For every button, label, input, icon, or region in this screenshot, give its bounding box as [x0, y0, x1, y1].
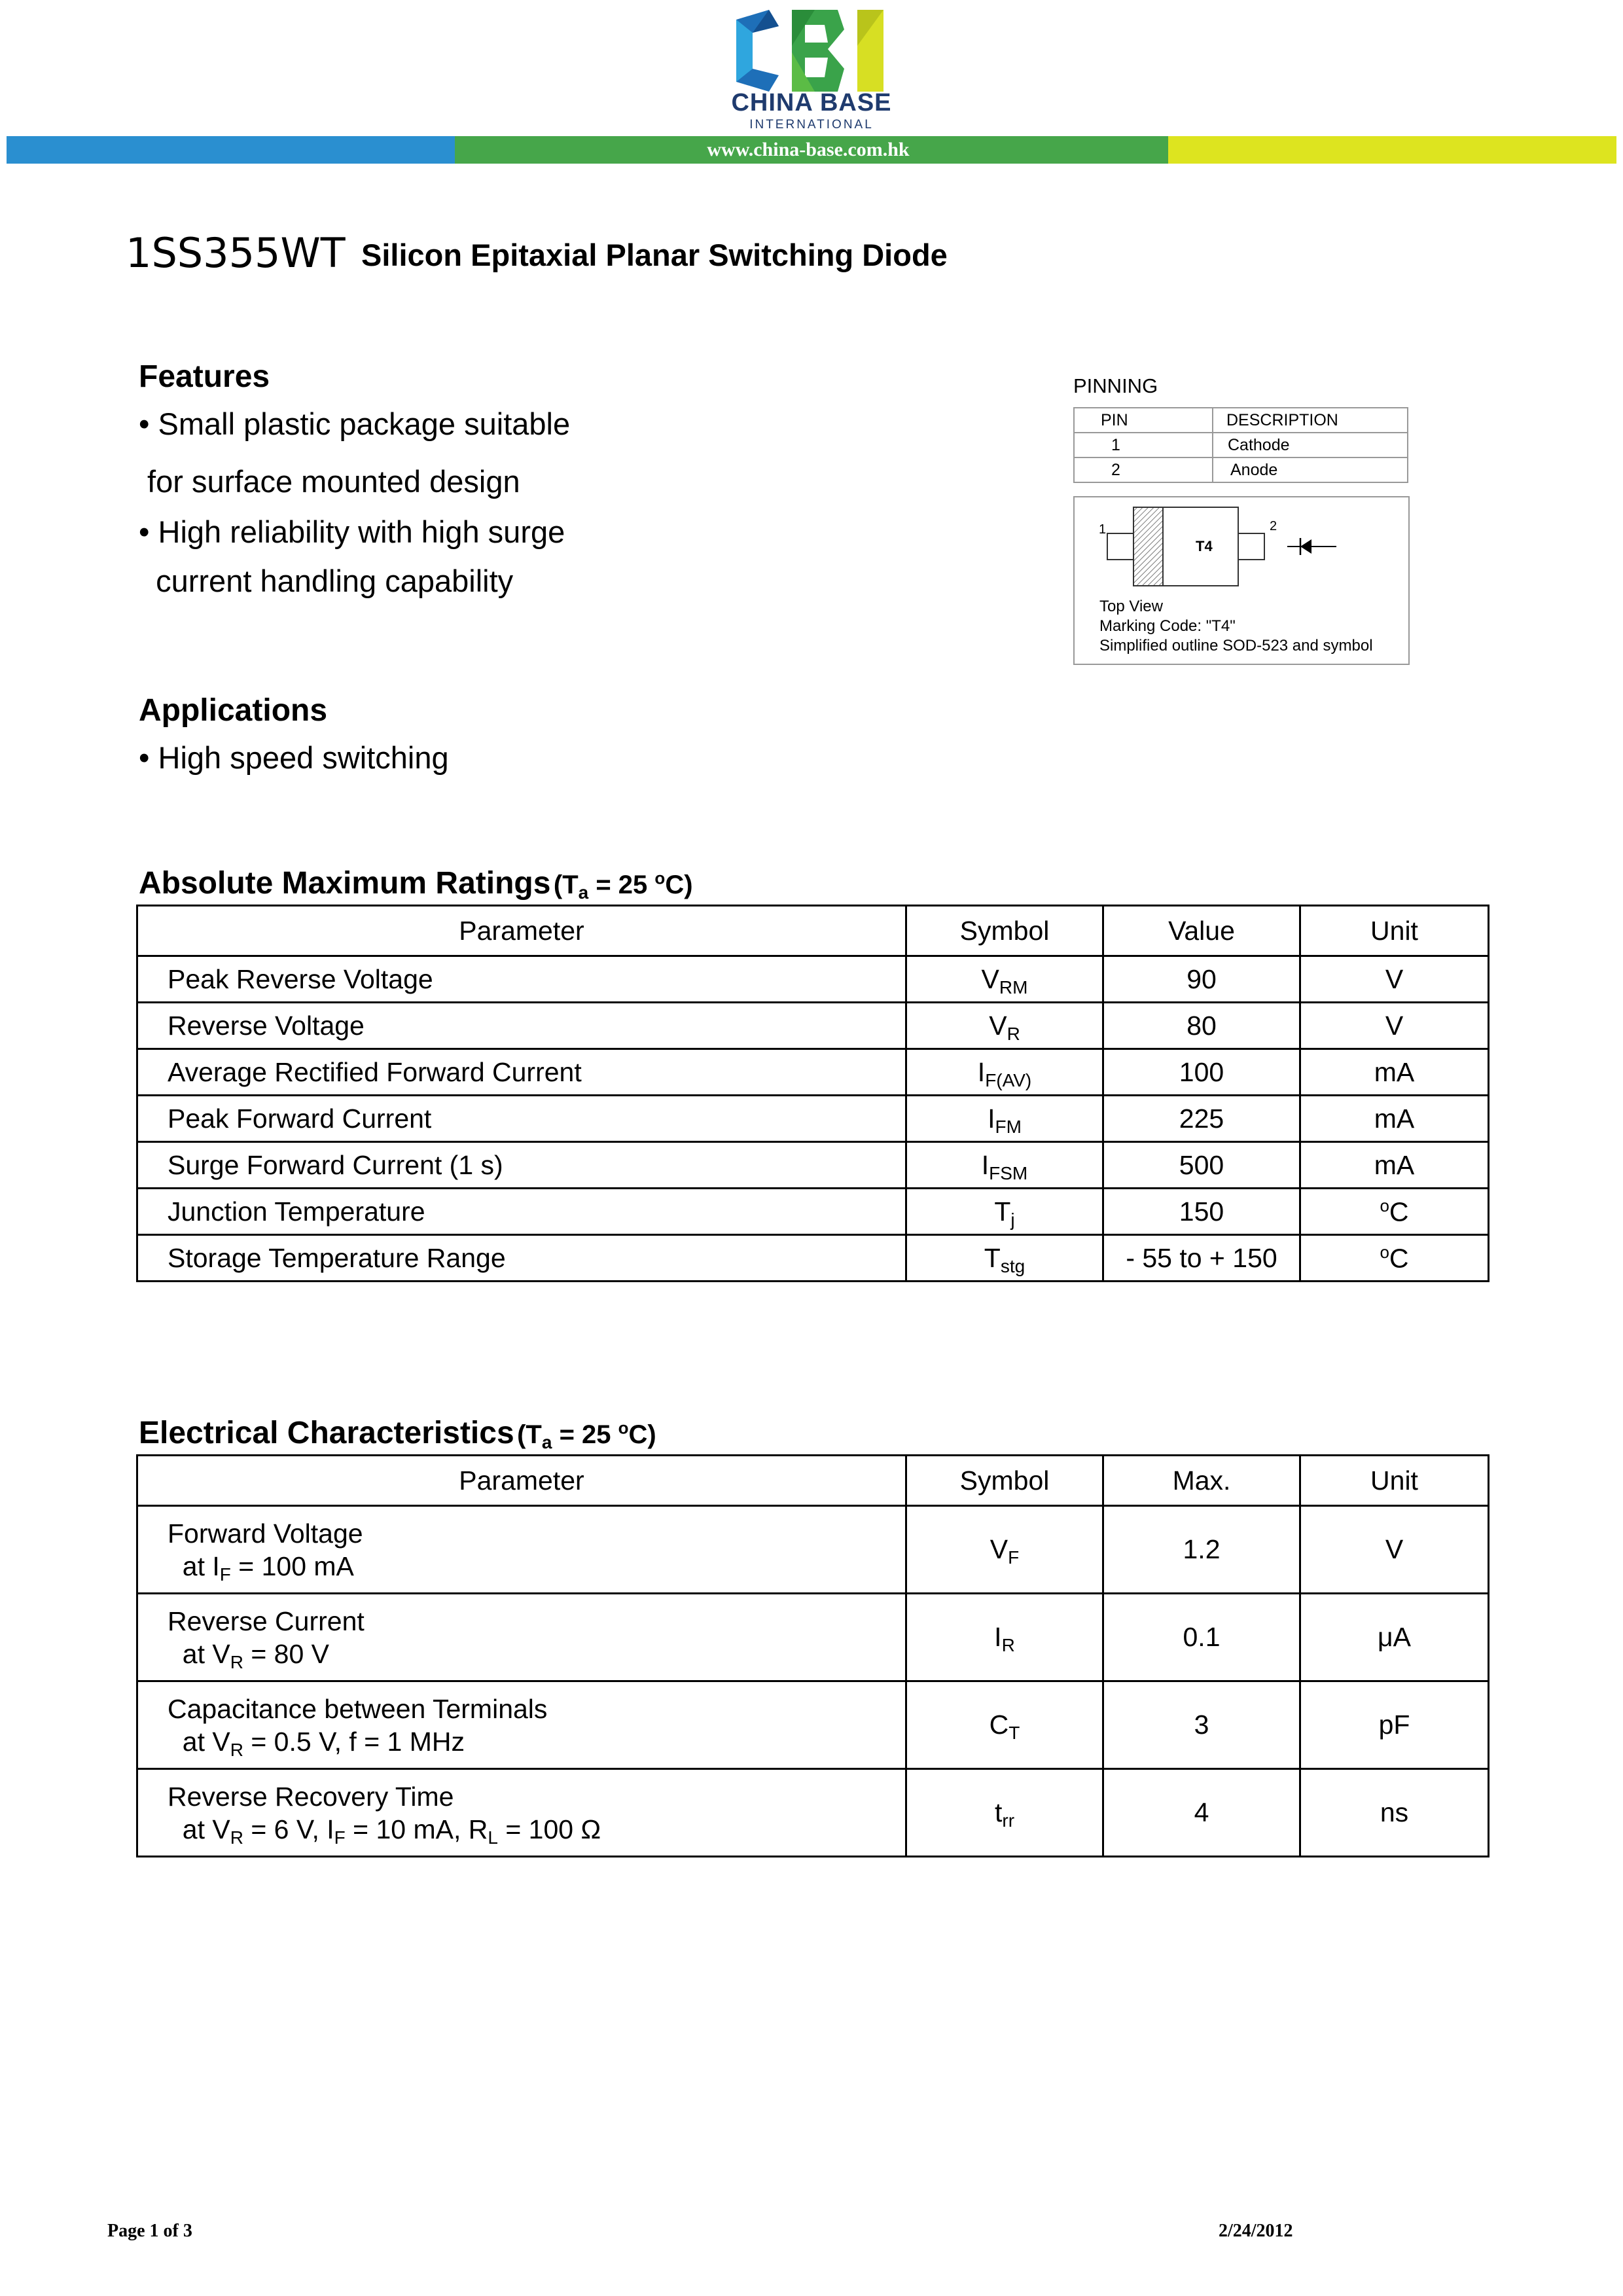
value-cell: 100	[1103, 1049, 1300, 1096]
part-description: Silicon Epitaxial Planar Switching Diode	[361, 238, 948, 272]
symbol-cell: $I_{F(AV)}$	[906, 1049, 1103, 1096]
symbol-cell: $t_{rr}$	[906, 1769, 1103, 1857]
param-cell: Reverse Current at $V_R = 80$ V	[137, 1594, 906, 1681]
symbol-cell: $I_{FSM}$	[906, 1142, 1103, 1189]
table-row	[137, 1049, 1489, 1096]
symbol-cell: $V_F$	[906, 1506, 1103, 1594]
unit-cell: pF	[1300, 1681, 1489, 1769]
test-condition: at $I_F = 100$ mA	[168, 1551, 354, 1585]
param-cell: Forward Voltage at $I_F = 100$ mA	[137, 1506, 906, 1594]
website-url[interactable]: www.china-base.com.hk	[707, 139, 910, 160]
table-row	[137, 1189, 1489, 1235]
unit-cell: mA	[1300, 1142, 1489, 1189]
col-header: Symbol	[906, 906, 1103, 956]
diode-symbol-icon	[1287, 538, 1336, 555]
param-cell: Reverse Recovery Time at $V_R = 6$ V, $I_F = 10$ mA, $R_L = 100$ Ω	[137, 1769, 906, 1857]
test-condition: at $V_R = 6$ V, $I_F = 10$ mA, $R_L = 100$ Ω	[168, 1814, 601, 1848]
diagram-caption: Marking Code: "T4"	[1099, 617, 1236, 635]
sod523-outline-diagram	[1075, 497, 1408, 602]
application-line: • High speed switching	[139, 740, 449, 775]
col-header: Parameter	[137, 1456, 906, 1506]
pin2-label: 2	[1270, 519, 1277, 533]
param-cell: Surge Forward Current (1 s)	[137, 1142, 906, 1189]
logo-text: CBI	[730, 103, 731, 104]
brand-subtitle: INTERNATIONAL	[749, 118, 874, 132]
pin-number: 1	[1074, 433, 1213, 457]
unit-cell: mA	[1300, 1049, 1489, 1096]
abs-max-table	[136, 905, 1489, 1282]
table-row	[1074, 408, 1408, 433]
elec-table	[136, 1454, 1489, 1857]
test-condition: at $V_R = 80$ V	[168, 1638, 330, 1672]
pin-description: Anode	[1213, 457, 1408, 482]
col-header: Symbol	[906, 1456, 1103, 1506]
diagram-caption: Top View	[1099, 598, 1163, 615]
unit-cell: V	[1300, 1506, 1489, 1594]
col-header: Unit	[1300, 906, 1489, 956]
table-row	[137, 1096, 1489, 1142]
unit-cell: ns	[1300, 1769, 1489, 1857]
page-number: Page 1 of 3	[107, 2221, 192, 2241]
value-cell: 0.1	[1103, 1594, 1300, 1681]
unit-cell: V	[1300, 956, 1489, 1003]
part-number: 1SS355WT	[126, 229, 346, 277]
feature-line: current handling capability	[139, 564, 514, 598]
pinning-title: PINNING	[1073, 374, 1158, 397]
symbol-cell: $V_R$	[906, 1003, 1103, 1049]
param-cell: Storage Temperature Range	[137, 1235, 906, 1282]
table-row	[137, 1506, 1489, 1594]
table-row	[137, 1594, 1489, 1681]
symbol-cell: $T_j$	[906, 1189, 1103, 1235]
value-cell: 150	[1103, 1189, 1300, 1235]
table-header-row	[137, 906, 1489, 956]
param-cell: Peak Reverse Voltage	[137, 956, 906, 1003]
param-cell: Peak Forward Current	[137, 1096, 906, 1142]
feature-line: • High reliability with high surge	[139, 514, 565, 549]
value-cell: 500	[1103, 1142, 1300, 1189]
table-row	[137, 956, 1489, 1003]
table-row	[137, 1681, 1489, 1769]
col-header: Value	[1103, 906, 1300, 956]
pinning-table	[1073, 407, 1408, 483]
param-cell: Capacitance between Terminals at $V_R = 0.5$ V, f = 1 MHz	[137, 1681, 906, 1769]
document-date: 2/24/2012	[1219, 2221, 1293, 2241]
table-row	[137, 1235, 1489, 1282]
param-cell: Junction Temperature	[137, 1189, 906, 1235]
unit-cell: μA	[1300, 1594, 1489, 1681]
value-cell: 4	[1103, 1769, 1300, 1857]
description-header: DESCRIPTION	[1213, 408, 1408, 433]
elec-heading: Electrical Characteristics ($T_a = 25$ $^o$C)	[139, 1416, 656, 1452]
diagram-caption: Simplified outline SOD-523 and symbol	[1099, 637, 1373, 655]
symbol-cell: $V_{RM}$	[906, 956, 1103, 1003]
symbol-cell: $C_T$	[906, 1681, 1103, 1769]
applications-heading: Applications	[139, 693, 328, 728]
feature-line: for surface mounted design	[139, 464, 520, 499]
unit-cell: $^o$C	[1300, 1235, 1489, 1282]
brand-name: CHINA BASE	[731, 89, 892, 117]
param-cell: Reverse Voltage	[137, 1003, 906, 1049]
value-cell: - 55 to + 150	[1103, 1235, 1300, 1282]
symbol-cell: $T_{stg}$	[906, 1235, 1103, 1282]
feature-line: • Small plastic package suitable	[139, 406, 571, 441]
pin1-label: 1	[1099, 522, 1107, 537]
package-outline-box	[1073, 496, 1410, 665]
features-heading: Features	[139, 359, 270, 394]
pin-number: 2	[1074, 457, 1213, 482]
unit-cell: mA	[1300, 1096, 1489, 1142]
marking-text: T4	[1196, 538, 1213, 554]
table-row	[137, 1142, 1489, 1189]
test-condition: at $V_R = 0.5$ V, f = 1 MHz	[168, 1726, 465, 1760]
value-cell: 1.2	[1103, 1506, 1300, 1594]
table-row	[137, 1769, 1489, 1857]
param-cell: Average Rectified Forward Current	[137, 1049, 906, 1096]
unit-cell: V	[1300, 1003, 1489, 1049]
table-row	[1074, 457, 1408, 482]
table-row	[137, 1003, 1489, 1049]
value-cell: 80	[1103, 1003, 1300, 1049]
col-header: Max.	[1103, 1456, 1300, 1506]
symbol-cell: $I_R$	[906, 1594, 1103, 1681]
pin-header: PIN	[1074, 408, 1213, 433]
unit-cell: $^o$C	[1300, 1189, 1489, 1235]
value-cell: 3	[1103, 1681, 1300, 1769]
symbol-cell: $I_{FM}$	[906, 1096, 1103, 1142]
table-header-row	[137, 1456, 1489, 1506]
col-header: Unit	[1300, 1456, 1489, 1506]
value-cell: 90	[1103, 956, 1300, 1003]
value-cell: 225	[1103, 1096, 1300, 1142]
table-row	[1074, 433, 1408, 457]
col-header: Parameter	[137, 906, 906, 956]
abs-max-heading: Absolute Maximum Ratings ($T_a = 25$ $^o$C)	[139, 866, 693, 903]
pin-description: Cathode	[1213, 433, 1408, 457]
